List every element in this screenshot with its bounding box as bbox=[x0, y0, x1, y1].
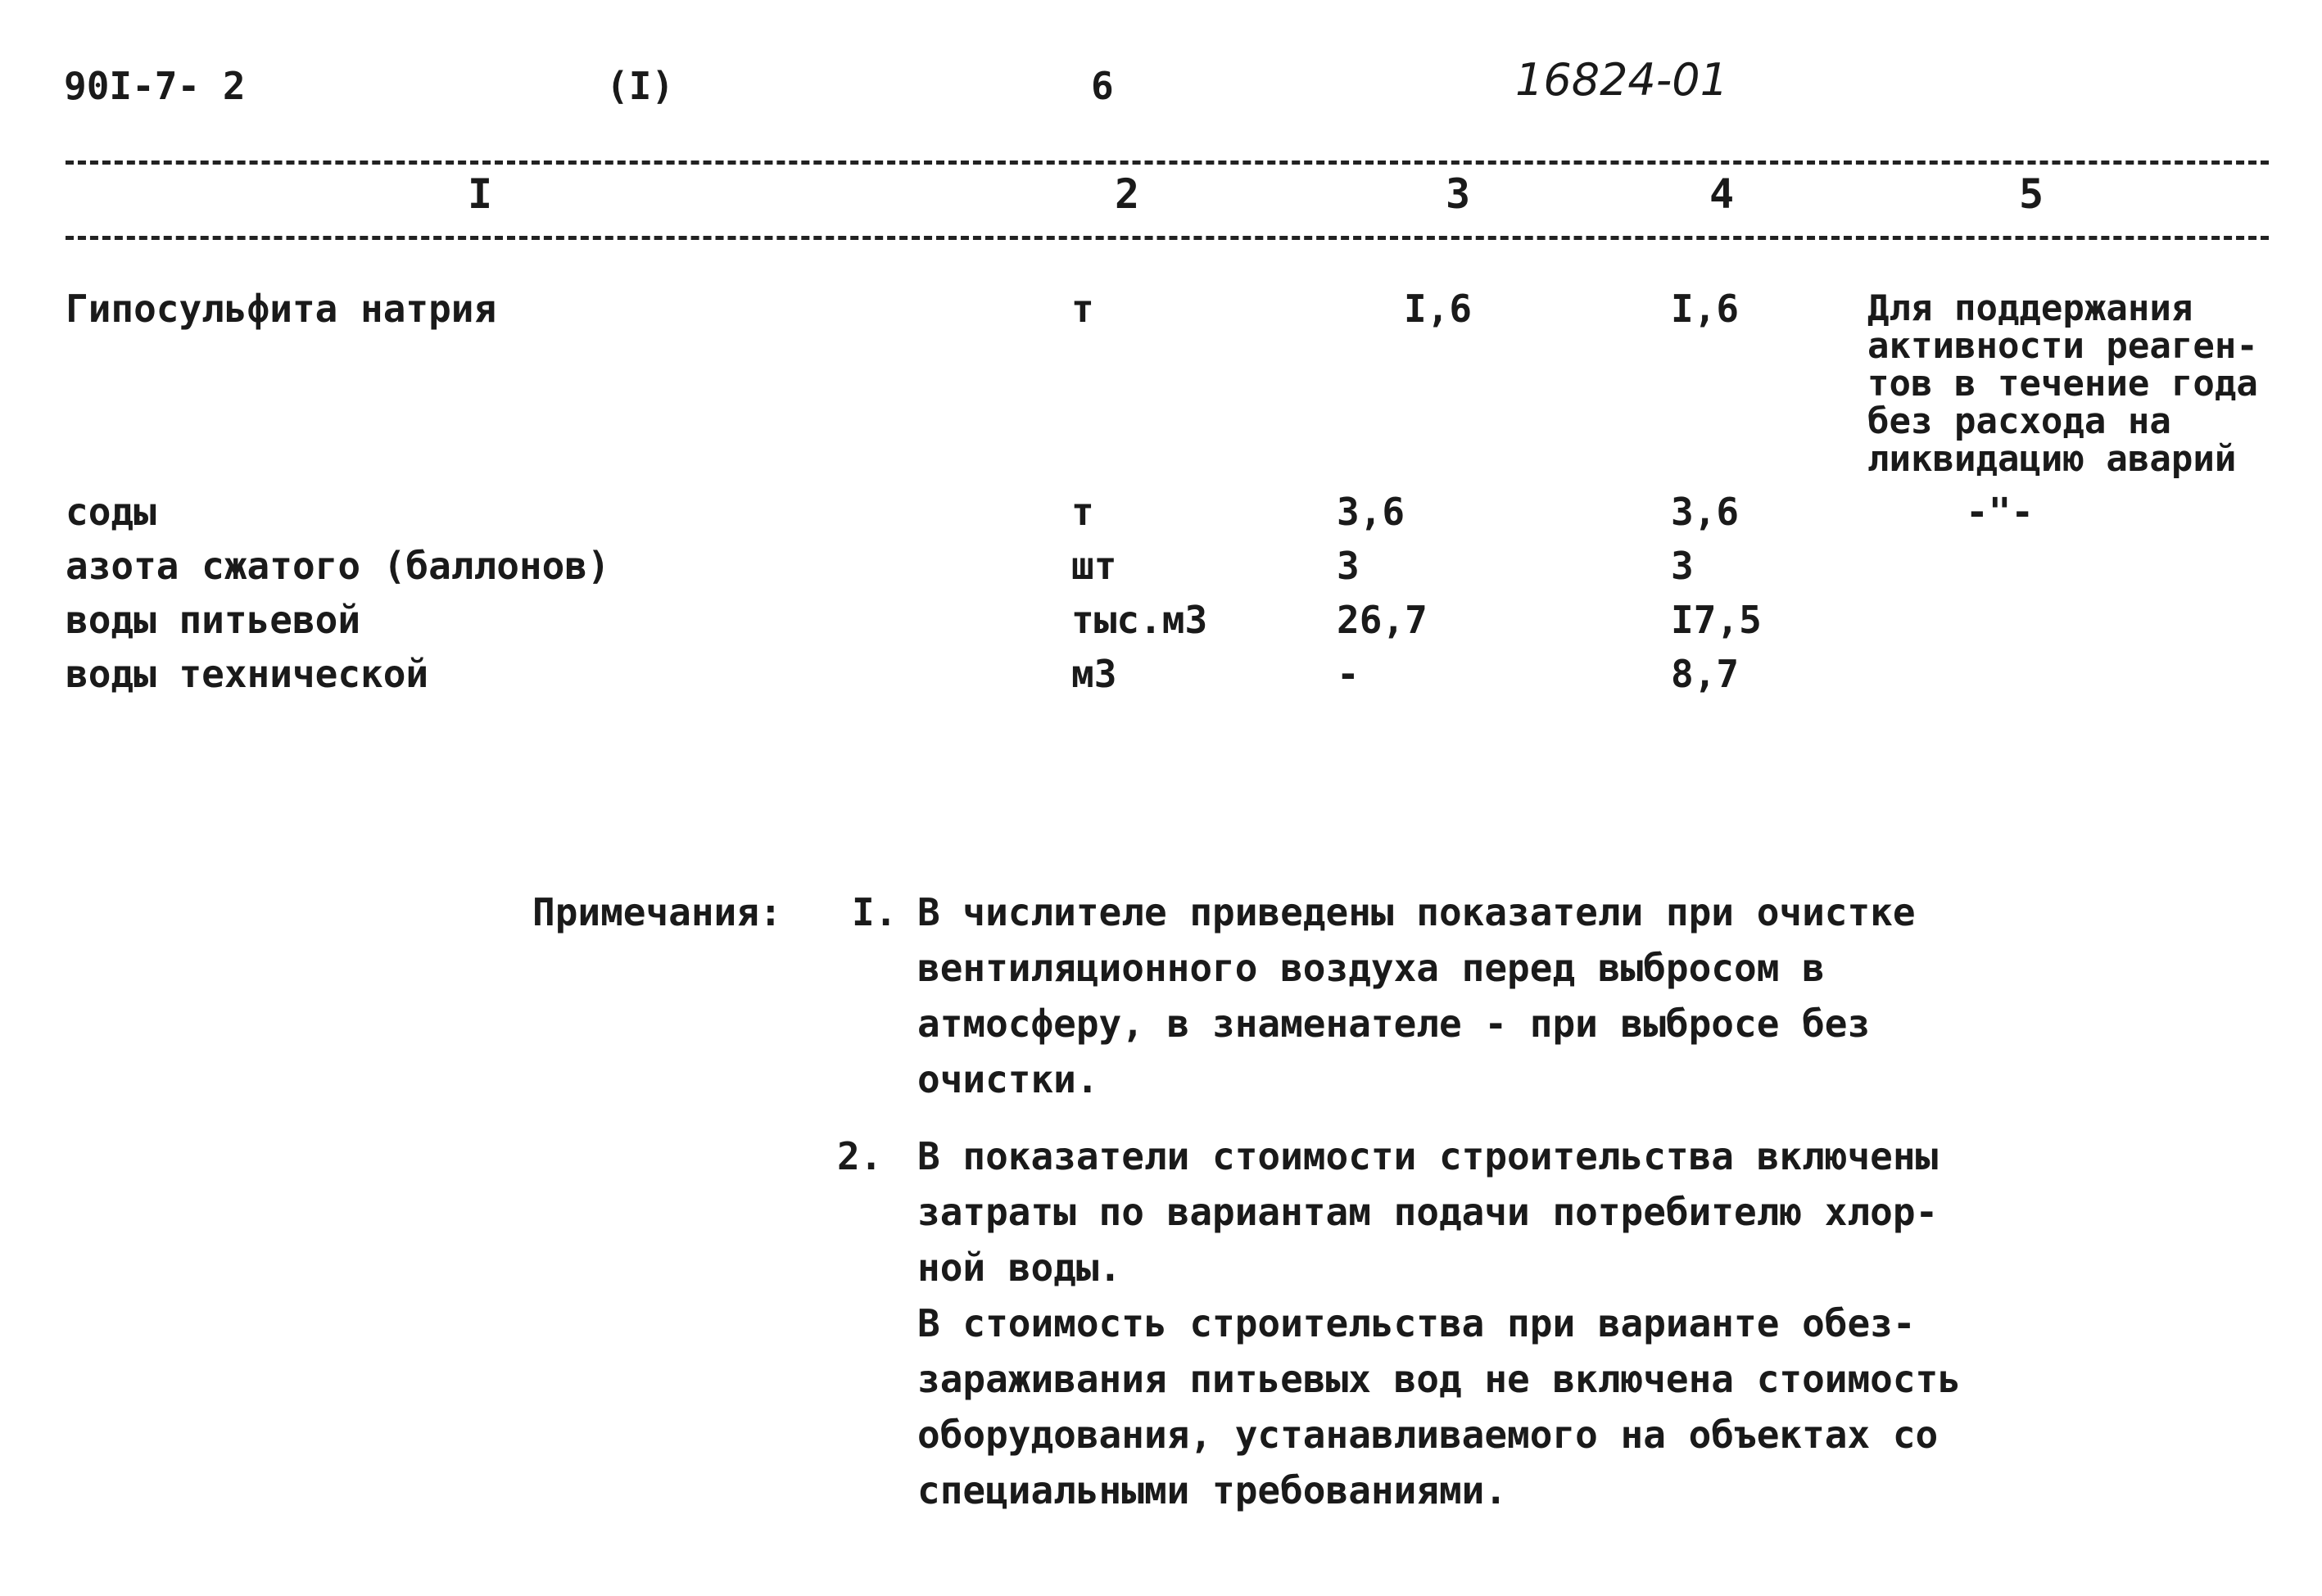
column-number-2: 2 bbox=[1114, 170, 1140, 218]
notes-label: Примечания: bbox=[532, 890, 782, 934]
row-unit: тыс.м3 bbox=[1071, 598, 1208, 642]
note-number: 2. bbox=[837, 1134, 883, 1178]
table-header-bottom-rule bbox=[66, 236, 2269, 240]
handwritten-number: 16824-01 bbox=[1515, 54, 1728, 106]
row-unit: шт bbox=[1071, 544, 1117, 588]
row-name: Гипосульфита натрия bbox=[66, 287, 497, 331]
note-text: В числителе приведены показатели при очистке вентиляционного воздуха перед выбросом в атмосферу, в знаменателе - при выбросе без очистки. bbox=[917, 890, 1916, 1101]
row-col3: I,6 bbox=[1404, 287, 1473, 331]
row-col4: I7,5 bbox=[1671, 598, 1762, 642]
column-number-4: 4 bbox=[1709, 170, 1735, 218]
row-name: соды bbox=[66, 490, 156, 534]
row-col4: 3 bbox=[1671, 544, 1694, 588]
row-name: азота сжатого (баллонов) bbox=[66, 544, 610, 588]
row-col3: 26,7 bbox=[1337, 598, 1428, 642]
column-number-1: I bbox=[467, 170, 493, 218]
row-unit: т bbox=[1071, 287, 1094, 331]
row-col4: 3,6 bbox=[1671, 490, 1740, 534]
table-top-rule bbox=[66, 161, 2269, 165]
row-col4: 8,7 bbox=[1671, 652, 1740, 696]
row-name: воды технической bbox=[66, 652, 429, 696]
note-number: I. bbox=[852, 890, 898, 934]
column-number-5: 5 bbox=[2018, 170, 2044, 218]
note-text: В показатели стоимости строительства включены затраты по вариантам подачи потребителю хлор- ной воды. В стоимость строительства при варианте обез- зараживания питьевых вод не включена стоимость оборудования, устанавливаемого на объектах со специальными требованиями. bbox=[917, 1134, 1961, 1512]
row-name: воды питьевой bbox=[66, 598, 361, 642]
row-unit: м3 bbox=[1071, 652, 1117, 696]
page-number: 6 bbox=[1091, 64, 1114, 108]
row-col3: 3,6 bbox=[1337, 490, 1405, 534]
document-code: 90I-7- 2 bbox=[64, 64, 246, 108]
row-remark: Для поддержания активности реаген- тов в течение года без расхода на ликвидацию аварий bbox=[1867, 287, 2258, 480]
part-number: (I) bbox=[606, 64, 675, 108]
column-number-3: 3 bbox=[1445, 170, 1471, 218]
row-col3: - bbox=[1337, 652, 1360, 696]
row-col4: I,6 bbox=[1671, 287, 1740, 331]
row-unit: т bbox=[1071, 490, 1094, 534]
row-remark: -"- bbox=[1966, 490, 2035, 534]
row-col3: 3 bbox=[1337, 544, 1360, 588]
